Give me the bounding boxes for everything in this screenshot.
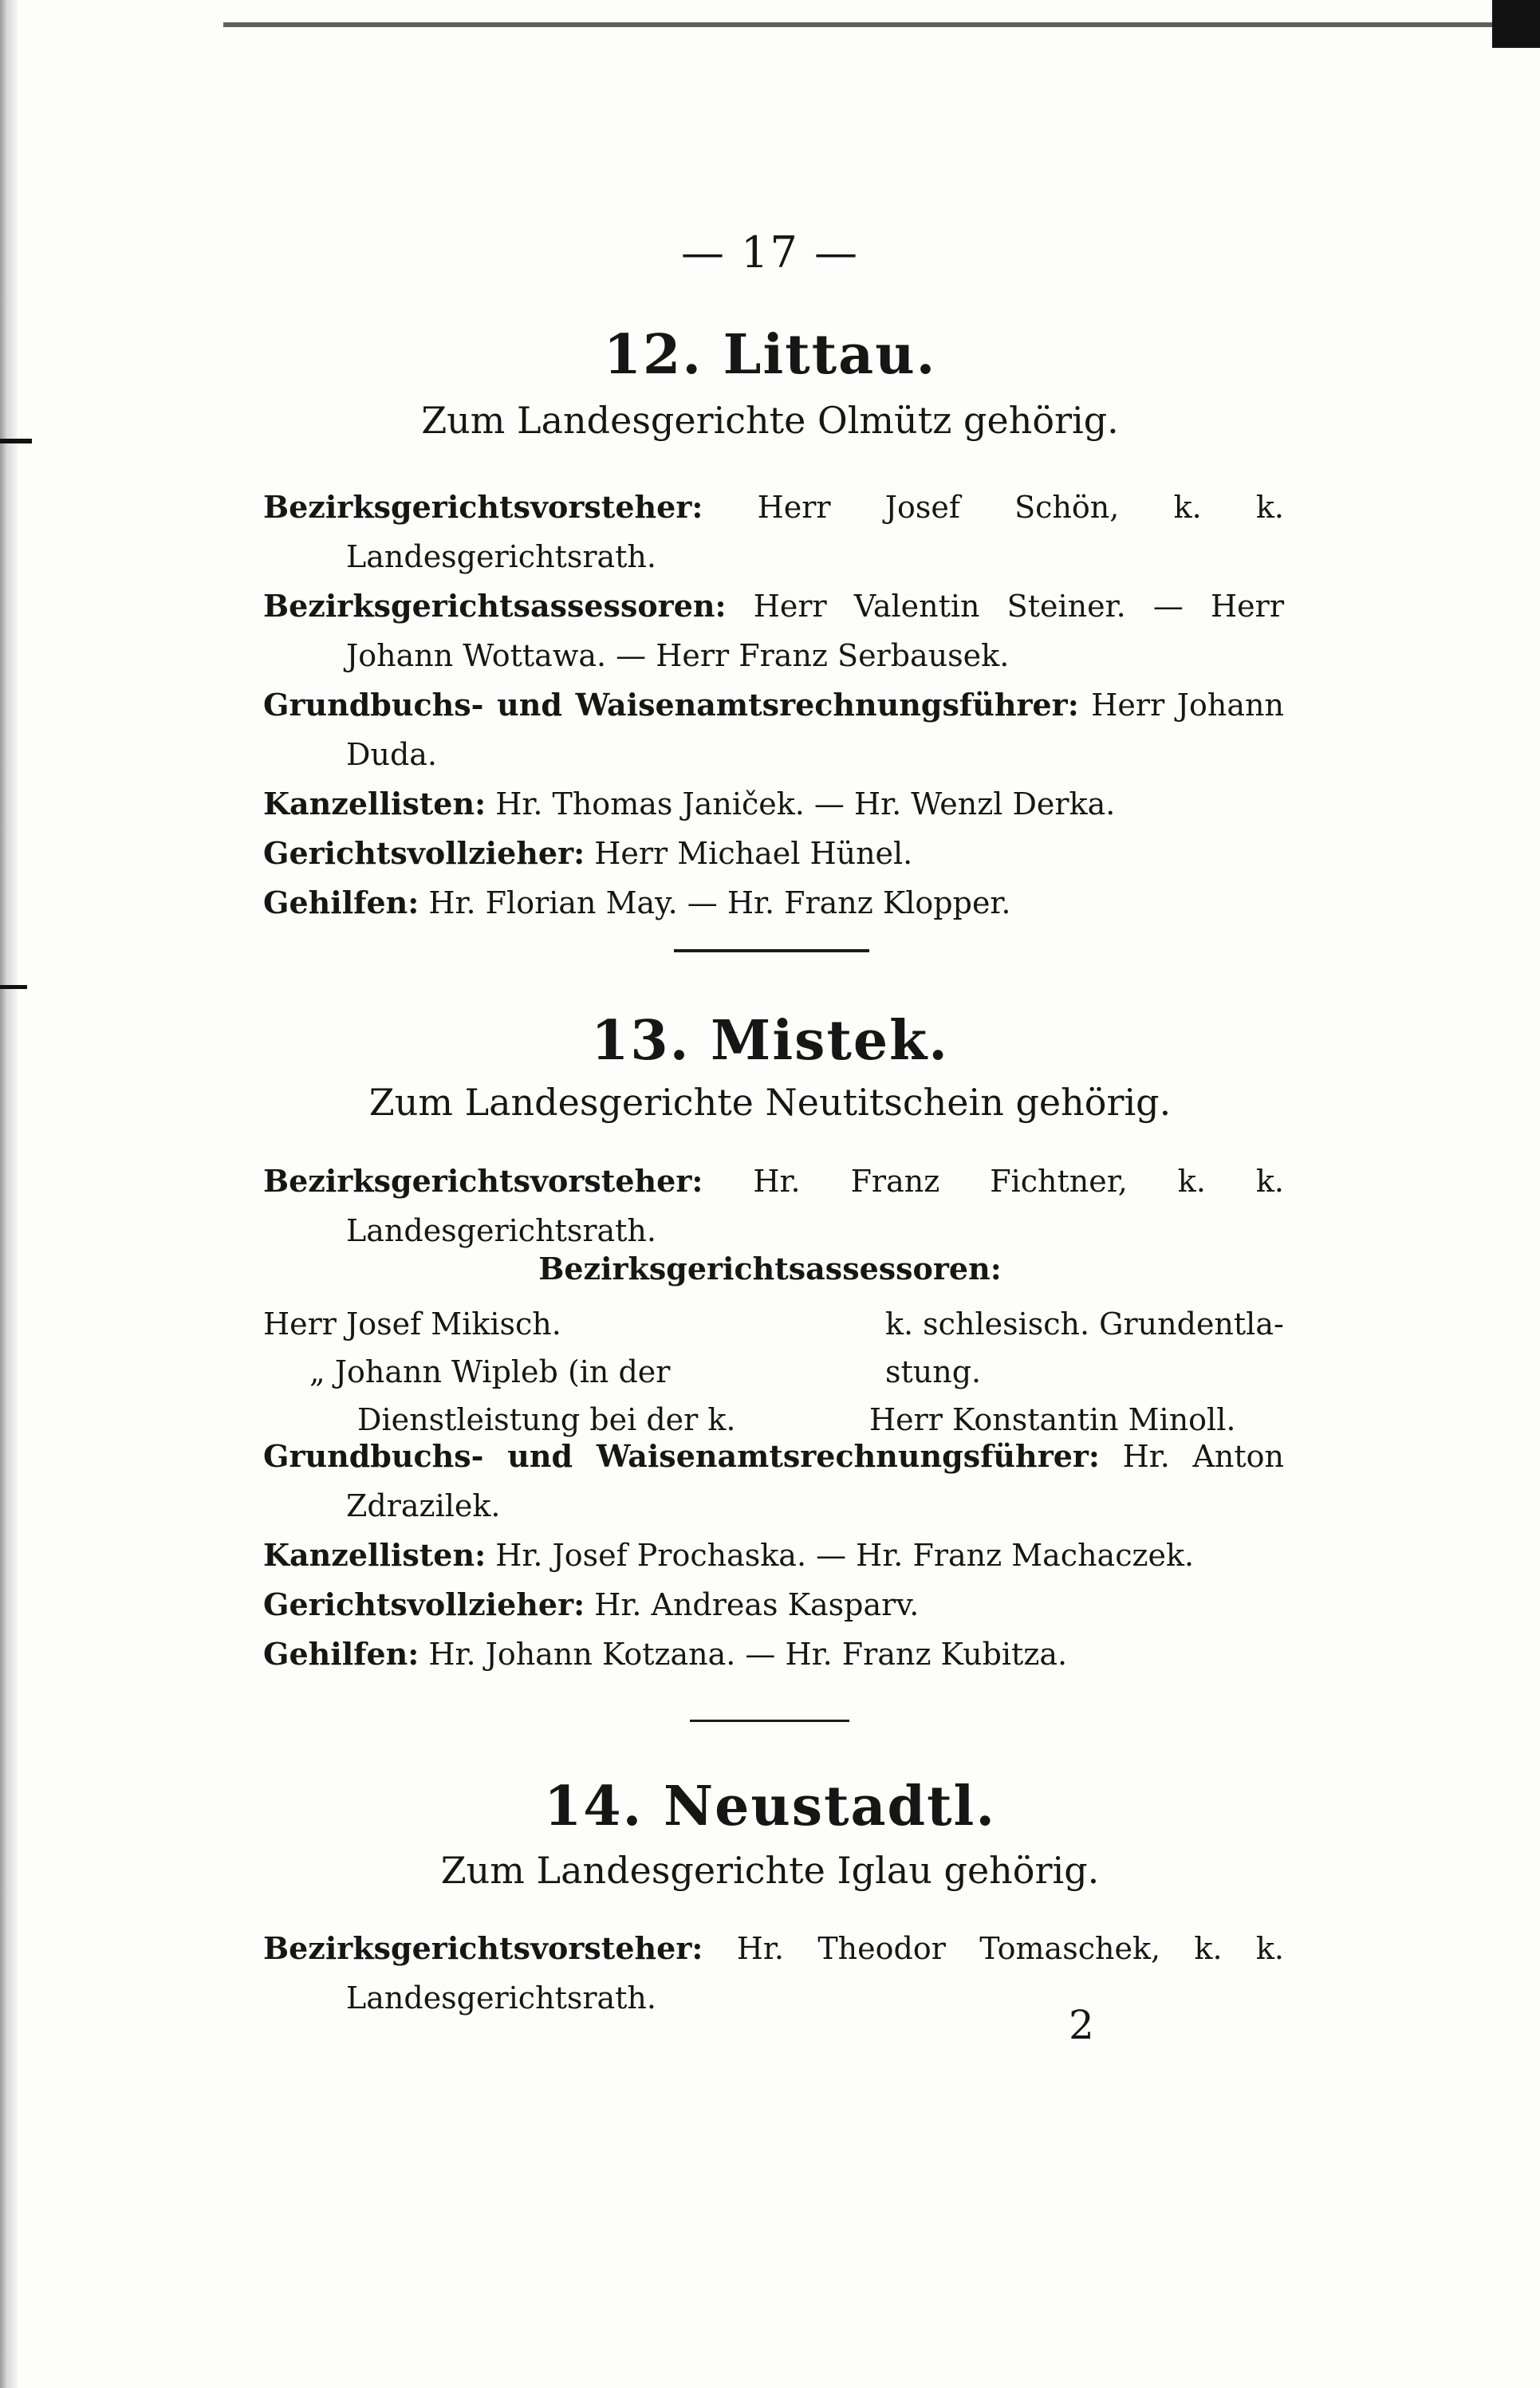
section-entries [263, 483, 1284, 928]
section-entries [263, 1432, 1284, 1679]
signature-mark: 2 [1069, 2002, 1094, 2048]
section-subtitle: Zum Landesgerichte Iglau gehörig. [440, 1849, 1100, 1892]
entry: Bezirksgerichtsvorsteher: Hr. Theodor Tomaschek, k. k. Landesgerichtsrath. [263, 1930, 1284, 2016]
assessor-line: „ Johann Wipleb (in der [309, 1354, 671, 1389]
section-divider [674, 949, 869, 952]
entry: Bezirksgerichtsassessoren: Herr Valentin Steiner. — Herr Johann Wottawa. — Herr Franz Serbausek. [263, 588, 1284, 673]
assessors-label: Bezirksgerichtsassessoren: [538, 1251, 1002, 1287]
assessors-right-column [869, 1300, 1284, 1444]
assessor-line: Dienstleistung bei der k. [357, 1402, 736, 1437]
entry: Gehilfen: Hr. Florian May. — Hr. Franz Klopper. [263, 885, 1011, 920]
entry: Gehilfen: Hr. Johann Kotzana. — Hr. Franz Kubitza. [263, 1636, 1068, 1672]
entry: Gerichtsvollzieher: Herr Michael Hünel. [263, 835, 913, 871]
assessor-line: Herr Josef Mikisch. [263, 1306, 561, 1342]
assessors-columns [263, 1300, 1284, 1444]
entry: Grundbuchs- und Waisenamtsrechnungsführer: Hr. Anton Zdrazilek. [263, 1438, 1284, 1523]
entry: Bezirksgerichtsvorsteher: Herr Josef Schön, k. k. Landesgerichtsrath. [263, 489, 1284, 574]
assessor-line: Herr Konstantin Minoll. [869, 1402, 1236, 1437]
section-subtitle: Zum Landesgerichte Neutitschein gehörig. [368, 1081, 1172, 1124]
entry: Grundbuchs- und Waisenamtsrechnungsführer: Herr Johann Duda. [263, 687, 1284, 772]
page-number: — 17 — [680, 227, 860, 278]
entry: Kanzellisten: Hr. Josef Prochaska. — Hr. Franz Machaczek. [263, 1537, 1195, 1573]
section-heading-mistek: 13. Mistek. [591, 1009, 949, 1073]
section-heading-neustadtl: 14. Neustadtl. [543, 1775, 997, 1838]
entry: Gerichtsvollzieher: Hr. Andreas Kasparv. [263, 1586, 920, 1622]
assessor-line: stung. [885, 1354, 982, 1389]
assessors-left-column [263, 1300, 869, 1444]
section-entries [263, 1924, 1284, 2023]
section-heading-littau: 12. Littau. [603, 323, 937, 387]
entry: Bezirksgerichtsvorsteher: Hr. Franz Fichtner, k. k. Landesgerichtsrath. [263, 1163, 1284, 1248]
section-subtitle: Zum Landesgerichte Olmütz gehörig. [421, 399, 1119, 442]
entry: Kanzellisten: Hr. Thomas Janiček. — Hr. Wenzl Derka. [263, 786, 1116, 822]
section-divider [690, 1720, 849, 1722]
assessor-line: k. schlesisch. Grundentla- [885, 1306, 1284, 1342]
section-entries [263, 1157, 1284, 1255]
